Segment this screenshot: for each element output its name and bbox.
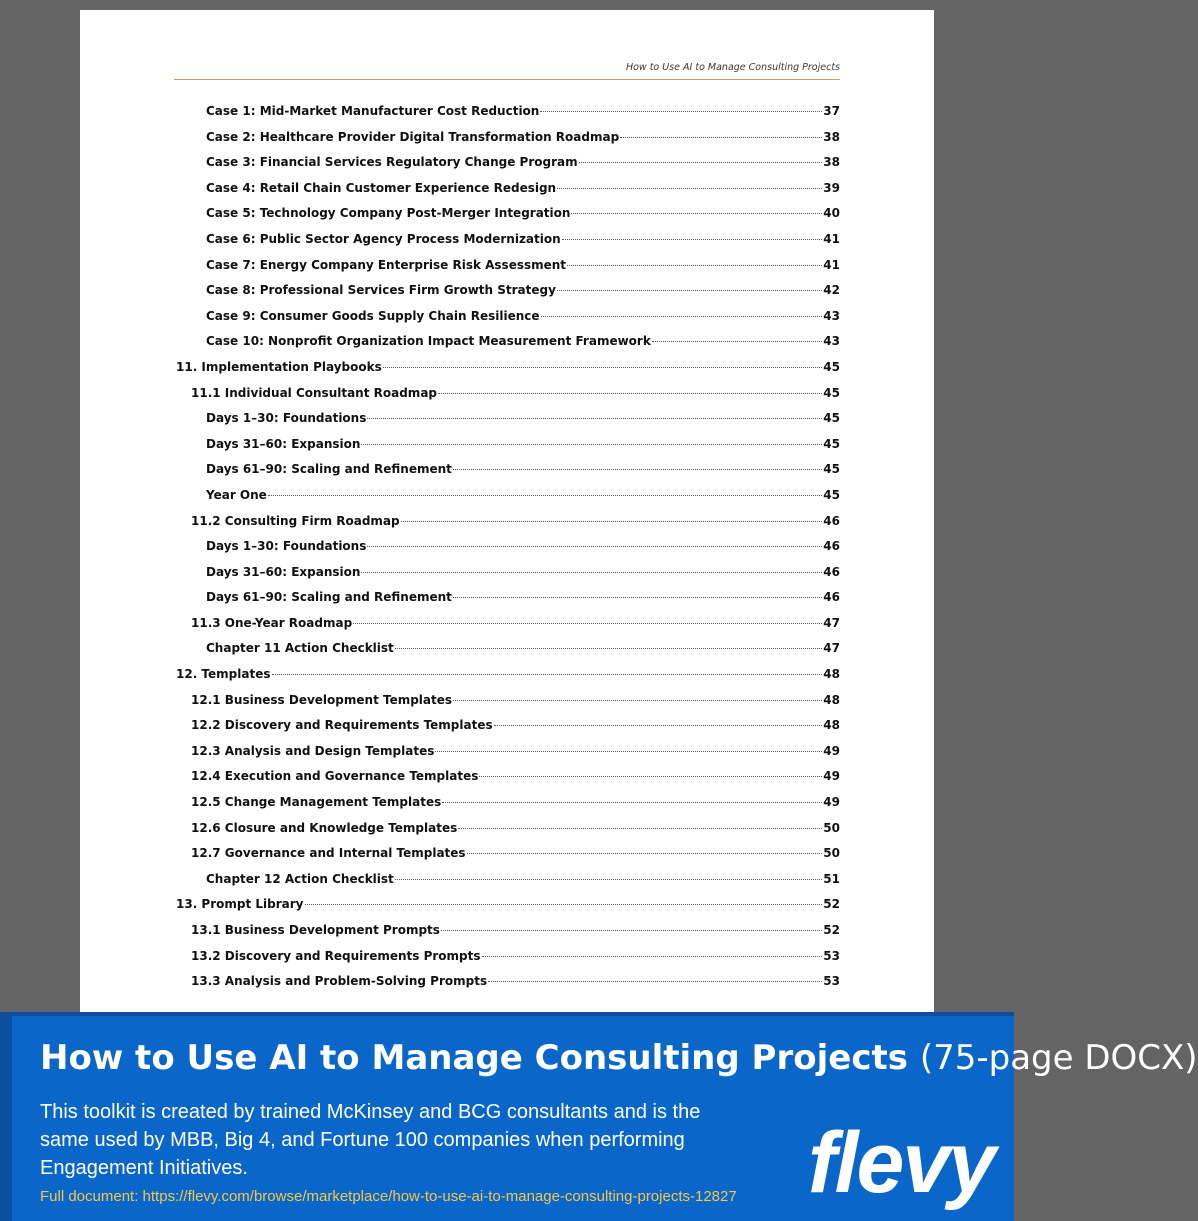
toc-dot-leader bbox=[361, 444, 822, 445]
toc-entry[interactable] bbox=[174, 309, 840, 335]
toc-entry-page: 42 bbox=[823, 283, 840, 298]
toc-entry-page: 45 bbox=[823, 411, 840, 426]
header-rule bbox=[174, 79, 840, 80]
toc-entry-page: 43 bbox=[823, 308, 840, 323]
toc-entry-title: 12.5 Change Management Templates bbox=[191, 795, 442, 810]
toc-entry-title: 13.3 Analysis and Problem-Solving Prompts bbox=[191, 974, 488, 989]
toc-entry-page: 46 bbox=[823, 590, 840, 605]
document-page bbox=[80, 10, 934, 1015]
toc-dot-leader bbox=[488, 981, 822, 982]
toc-dot-leader bbox=[557, 188, 822, 189]
banner-title-suffix: (75-page DOCX) bbox=[919, 1038, 1198, 1078]
toc-dot-leader bbox=[401, 521, 823, 522]
toc-entry-page: 48 bbox=[823, 667, 840, 682]
toc-entry-title: Chapter 11 Action Checklist bbox=[206, 641, 394, 656]
toc-entry[interactable] bbox=[174, 846, 840, 872]
toc-entry[interactable] bbox=[174, 104, 840, 130]
toc-dot-leader bbox=[353, 623, 822, 624]
toc-entry[interactable] bbox=[174, 181, 840, 207]
toc-entry-title: 13. Prompt Library bbox=[176, 897, 304, 912]
banner-title-main: How to Use AI to Manage Consulting Projects bbox=[40, 1038, 908, 1078]
toc-entry[interactable] bbox=[174, 437, 840, 463]
toc-entry[interactable] bbox=[174, 386, 840, 412]
toc-entry-page: 38 bbox=[823, 129, 840, 144]
toc-entry-page: 43 bbox=[823, 334, 840, 349]
toc-entry[interactable] bbox=[174, 360, 840, 386]
toc-entry-page: 52 bbox=[823, 897, 840, 912]
toc-entry[interactable] bbox=[174, 462, 840, 488]
toc-dot-leader bbox=[305, 904, 823, 905]
toc-entry[interactable] bbox=[174, 974, 840, 1000]
toc-entry-title: 13.1 Business Development Prompts bbox=[191, 923, 440, 937]
toc-entry-page: 46 bbox=[823, 513, 840, 528]
toc-entry-title: 12.1 Business Development Templates bbox=[191, 692, 453, 707]
toc-entry-title: 12.4 Execution and Governance Templates bbox=[191, 769, 479, 784]
toc-entry-page: 48 bbox=[823, 718, 840, 733]
toc-entry-title: Days 61–90: Scaling and Refinement bbox=[206, 462, 452, 477]
toc-entry-page: 51 bbox=[823, 871, 840, 886]
toc-entry-page: 39 bbox=[823, 180, 840, 195]
toc-entry-title: Days 1–30: Foundations bbox=[206, 411, 367, 426]
toc-entry-page: 45 bbox=[823, 385, 840, 400]
toc-entry-title: 11.1 Individual Consultant Roadmap bbox=[191, 385, 437, 400]
promo-banner bbox=[0, 1012, 1198, 1221]
toc-entry-title: 12.7 Governance and Internal Templates bbox=[191, 846, 466, 861]
toc-dot-leader bbox=[567, 265, 822, 266]
toc-dot-leader bbox=[395, 879, 823, 880]
banner-description: This toolkit is created by trained McKinsey and BCG consultants and is the same used by MBB, Big 4, and Fortune 100 companies when performing Engagement Initiatives. bbox=[40, 1101, 701, 1179]
toc-entry-title: Case 9: Consumer Goods Supply Chain Resilience bbox=[206, 308, 540, 323]
toc-dot-leader bbox=[453, 597, 822, 598]
toc-entry-page: 53 bbox=[823, 948, 840, 963]
toc-entry[interactable] bbox=[174, 693, 840, 719]
toc-entry-page: 49 bbox=[823, 743, 840, 758]
toc-dot-leader bbox=[652, 341, 822, 342]
toc-entry-title: 12.3 Analysis and Design Templates bbox=[191, 743, 435, 758]
toc-dot-leader bbox=[458, 828, 822, 829]
toc-entry[interactable] bbox=[174, 590, 840, 616]
toc-entry-title: Case 1: Mid-Market Manufacturer Cost Reduction bbox=[206, 104, 540, 118]
toc-dot-leader bbox=[494, 725, 823, 726]
toc-entry[interactable] bbox=[174, 232, 840, 258]
toc-dot-leader bbox=[361, 572, 822, 573]
toc-entry-page: 47 bbox=[823, 615, 840, 630]
toc-entry[interactable] bbox=[174, 769, 840, 795]
toc-dot-leader bbox=[541, 316, 823, 317]
banner-top-line bbox=[0, 1012, 1014, 1016]
toc-dot-leader bbox=[540, 111, 822, 112]
toc-entry-title: Chapter 12 Action Checklist bbox=[206, 871, 394, 886]
toc-entry[interactable] bbox=[174, 949, 840, 975]
toc-entry[interactable] bbox=[174, 258, 840, 284]
toc-entry-page: 50 bbox=[823, 846, 840, 861]
toc-dot-leader bbox=[620, 137, 822, 138]
toc-entry[interactable] bbox=[174, 514, 840, 540]
toc-entry-page: 41 bbox=[823, 257, 840, 272]
banner-edge bbox=[0, 1012, 12, 1221]
toc-entry-title: 12.6 Closure and Knowledge Templates bbox=[191, 820, 458, 835]
toc-entry[interactable] bbox=[174, 334, 840, 360]
running-header: How to Use AI to Manage Consulting Projects bbox=[625, 62, 840, 73]
toc-entry[interactable] bbox=[174, 872, 840, 898]
toc-entry-title: 12. Templates bbox=[176, 667, 271, 682]
toc-dot-leader bbox=[579, 162, 823, 163]
toc-entry[interactable] bbox=[174, 923, 840, 949]
toc-dot-leader bbox=[435, 751, 822, 752]
toc-entry-title: 11.3 One-Year Roadmap bbox=[191, 615, 353, 630]
toc-entry-page: 48 bbox=[823, 692, 840, 707]
toc-entry-page: 49 bbox=[823, 769, 840, 784]
toc-entry-page: 41 bbox=[823, 231, 840, 246]
toc-dot-leader bbox=[482, 956, 823, 957]
toc-entry[interactable] bbox=[174, 283, 840, 309]
toc-entry-page: 46 bbox=[823, 539, 840, 554]
toc-entry-title: Case 3: Financial Services Regulatory Change Program bbox=[206, 155, 578, 170]
toc-entry-page: 38 bbox=[823, 155, 840, 170]
toc-entry[interactable] bbox=[174, 667, 840, 693]
toc-dot-leader bbox=[441, 930, 822, 931]
toc-entry[interactable] bbox=[174, 641, 840, 667]
toc-entry-title: Days 31–60: Expansion bbox=[206, 436, 361, 451]
toc-dot-leader bbox=[383, 367, 823, 368]
toc-entry[interactable] bbox=[174, 897, 840, 923]
toc-entry-page: 49 bbox=[823, 795, 840, 810]
toc-dot-leader bbox=[272, 674, 823, 675]
toc-entry-title: Case 7: Energy Company Enterprise Risk Assessment bbox=[206, 257, 567, 272]
toc-entry-title: 12.2 Discovery and Requirements Templates bbox=[191, 718, 493, 733]
toc-entry-title: 13.2 Discovery and Requirements Prompts bbox=[191, 948, 481, 963]
toc-entry-page: 37 bbox=[823, 104, 840, 118]
toc-dot-leader bbox=[467, 853, 823, 854]
full-document-link[interactable]: Full document: https://flevy.com/browse/marketplace/how-to-use-ai-to-manage-consulting-projects-12827 bbox=[40, 1188, 737, 1205]
toc-dot-leader bbox=[442, 802, 822, 803]
banner-title bbox=[40, 1038, 1198, 1078]
toc-dot-leader bbox=[562, 239, 823, 240]
toc-entry-title: Case 5: Technology Company Post-Merger Integration bbox=[206, 206, 571, 221]
toc-entry-page: 47 bbox=[823, 641, 840, 656]
toc-dot-leader bbox=[268, 495, 822, 496]
toc-entry-title: Case 6: Public Sector Agency Process Modernization bbox=[206, 231, 561, 246]
toc-entry-page: 45 bbox=[823, 487, 840, 502]
toc-dot-leader bbox=[438, 393, 822, 394]
toc-entry-title: 11.2 Consulting Firm Roadmap bbox=[191, 513, 400, 528]
toc-entry-page: 53 bbox=[823, 974, 840, 989]
flevy-logo: flevy bbox=[808, 1115, 995, 1211]
toc-dot-leader bbox=[367, 546, 822, 547]
toc-entry[interactable] bbox=[174, 565, 840, 591]
toc-entry-title: Year One bbox=[206, 487, 267, 502]
toc-entry[interactable] bbox=[174, 821, 840, 847]
toc-entry[interactable] bbox=[174, 130, 840, 156]
toc-entry-page: 52 bbox=[823, 923, 840, 937]
toc-entry[interactable] bbox=[174, 539, 840, 565]
toc-dot-leader bbox=[367, 418, 822, 419]
toc-entry-title: 11. Implementation Playbooks bbox=[176, 359, 382, 374]
toc-entry[interactable] bbox=[174, 488, 840, 514]
toc-entry[interactable] bbox=[174, 744, 840, 770]
toc-entry-page: 45 bbox=[823, 436, 840, 451]
toc-dot-leader bbox=[479, 776, 822, 777]
toc-entry-title: Days 31–60: Expansion bbox=[206, 564, 361, 579]
toc-entry[interactable] bbox=[174, 718, 840, 744]
toc-entry-title: Case 8: Professional Services Firm Growth Strategy bbox=[206, 283, 556, 298]
toc-dot-leader bbox=[557, 290, 822, 291]
toc-entry-title: Case 10: Nonprofit Organization Impact Measurement Framework bbox=[206, 334, 651, 349]
toc-dot-leader bbox=[453, 700, 822, 701]
toc-entry-title: Case 2: Healthcare Provider Digital Transformation Roadmap bbox=[206, 129, 620, 144]
toc-entry-title: Days 61–90: Scaling and Refinement bbox=[206, 590, 452, 605]
toc-entry[interactable] bbox=[174, 795, 840, 821]
toc-entry[interactable] bbox=[174, 616, 840, 642]
toc-dot-leader bbox=[395, 648, 823, 649]
toc-entry-page: 40 bbox=[823, 206, 840, 221]
toc-entry-page: 50 bbox=[823, 820, 840, 835]
toc-dot-leader bbox=[571, 213, 822, 214]
toc-entry-page: 45 bbox=[823, 462, 840, 477]
table-of-contents bbox=[174, 104, 840, 1000]
toc-entry[interactable] bbox=[174, 155, 840, 181]
toc-dot-leader bbox=[453, 469, 822, 470]
toc-entry-page: 46 bbox=[823, 564, 840, 579]
toc-entry-title: Days 1–30: Foundations bbox=[206, 539, 367, 554]
toc-entry[interactable] bbox=[174, 411, 840, 437]
toc-entry-title: Case 4: Retail Chain Customer Experience Redesign bbox=[206, 180, 557, 195]
toc-entry-page: 45 bbox=[823, 359, 840, 374]
toc-entry[interactable] bbox=[174, 206, 840, 232]
